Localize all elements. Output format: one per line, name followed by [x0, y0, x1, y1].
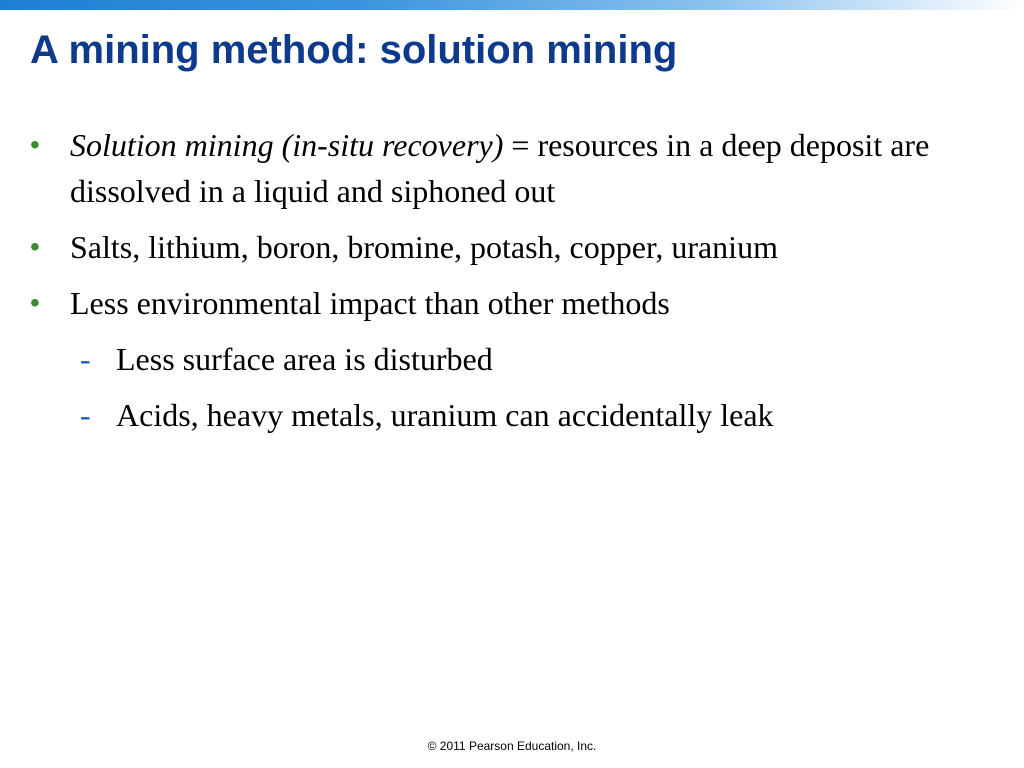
sub-item-leak — [30, 392, 990, 438]
bullet-item-impact — [30, 280, 990, 326]
slide-content — [30, 122, 990, 448]
top-accent-bar — [0, 0, 1024, 10]
bullet-text: Less environmental impact than other methods — [70, 285, 670, 321]
sub-item-text: Acids, heavy metals, uranium can accidentally leak — [116, 397, 774, 433]
dash-icon: - — [80, 341, 91, 377]
dash-icon: - — [80, 397, 91, 433]
bullet-item-solution-mining — [30, 122, 990, 214]
bullet-item-resources — [30, 224, 990, 270]
copyright-footer: © 2011 Pearson Education, Inc. — [427, 739, 597, 753]
bullet-text: = resources in a deep deposit are dissolved in a liquid and siphoned out — [70, 127, 930, 209]
sub-item-text: Less surface area is disturbed — [116, 341, 493, 377]
bullet-icon: • — [30, 231, 40, 262]
bullet-text: Salts, lithium, boron, bromine, potash, copper, uranium — [70, 229, 778, 265]
slide-title: A mining method: solution mining — [30, 28, 678, 72]
bullet-icon: • — [30, 287, 40, 318]
sub-item-surface-area — [30, 336, 990, 382]
bullet-icon: • — [30, 129, 40, 160]
bullet-term: Solution mining (in-situ recovery) — [70, 127, 504, 163]
